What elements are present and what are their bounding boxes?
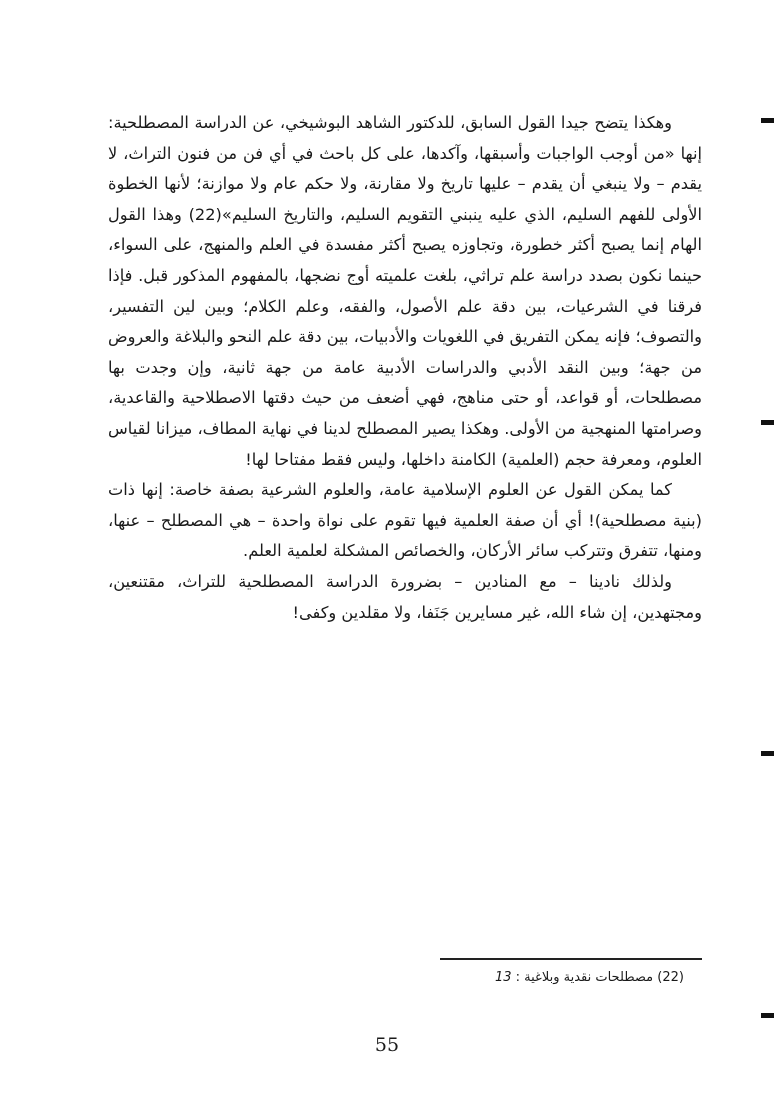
footnote xyxy=(284,968,684,988)
footnote-marker: (22) xyxy=(657,970,684,985)
footnote-source: مصطلحات نقدية وبلاغية : xyxy=(515,970,654,985)
paragraph-2: كما يمكن القول عن العلوم الإسلامية عامة، والعلوم الشرعية بصفة خاصة: إنها ذات (بنية مصطلحية)! أي أن صفة العلمية فيها تقوم على نواة واحدة – هي المصطلح – عنها، ومنها، تتفرق وتتركب سائر الأركان، والخصائص المشكلة لعلمية العلم. xyxy=(108,480,702,561)
body-text xyxy=(108,108,702,628)
edge-mark xyxy=(761,420,774,425)
footnote-divider xyxy=(440,958,702,960)
footnote-page: 13 xyxy=(494,970,512,985)
page-number: 55 xyxy=(374,1034,400,1056)
edge-mark xyxy=(761,118,774,123)
edge-mark xyxy=(761,751,774,756)
paragraph-1: وهكذا يتضح جيدا القول السابق، للدكتور الشاهد البوشيخي، عن الدراسة المصطلحية: إنها «من أوجب الواجبات وأسبقها، وآكدها، على كل باحث في أي فن من فنون التراث، لا يقدم – ولا ينبغي أن يقدم – عليها تاريخ ولا مقارنة، ولا حكم عام ولا موازنة؛ لأنها الخطوة الأولى للفهم السليم، الذي عليه ينبني التقويم السليم، والتاريخ السليم»(22) وهذا القول الهام إنما يصبح أكثر خطورة، وتجاوزه يصبح أكثر مفسدة في العلم والمنهج، على السواء، حينما نكون بصدد دراسة علم تراثي، بلغت علميته أوج نضجها، بالمفهوم المذكور قبل. فإذا فرقنا في الشرعيات، بين دقة علم الأصول، والفقه، وعلم الكلام؛ وبين لين التفسير، والتصوف؛ فإنه يمكن التفريق في اللغويات والأدبيات، بين دقة علم النحو والبلاغة والعروض من جهة؛ وبين النقد الأدبي والدراسات الأدبية عامة من جهة ثانية، وإن وجدت بها مصطلحات، أو قواعد، أو حتى مناهج، فهي أضعف من حيث دقتها الاصطلاحية والقاعدية، وصرامتها المنهجية من الأولى. وهكذا يصير المصطلح لدينا في نهاية المطاف، ميزانا لقياس العلوم، ومعرفة حجم (العلمية) الكامنة داخلها، وليس فقط مفتاحا لها! xyxy=(108,113,702,469)
edge-mark xyxy=(761,1013,774,1018)
paragraph-3: ولذلك نادينا – مع المنادين – بضرورة الدراسة المصطلحية للتراث، مقتنعين، ومجتهدين، إن شاء الله، غير مسايرين جَنَفا، ولا مقلدين وكفى! xyxy=(108,571,702,622)
